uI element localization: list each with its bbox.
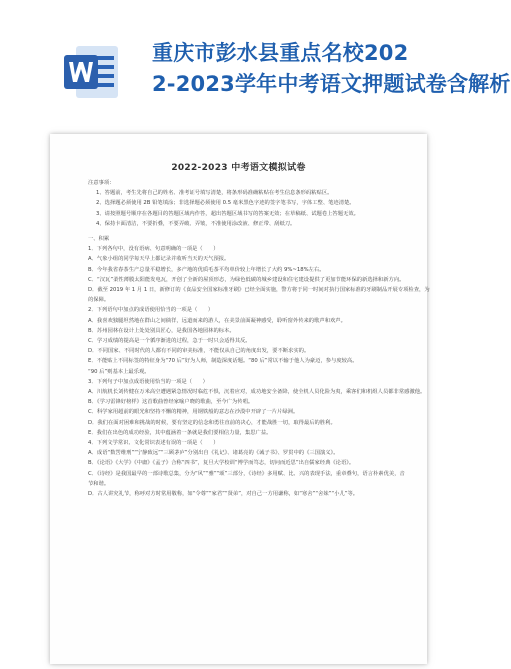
notice-item: 3、请按照题号顺序在各题目的答题区域内作答，超出答题区域书写的答案无效；在草稿纸、试题卷上答题无效。	[96, 210, 359, 217]
answer-option: C．学习成绩的提高是一个循序渐进的过程，急于一时只会适得其反。	[88, 338, 251, 345]
title-line-1: 重庆市彭水县重点名校202	[152, 41, 409, 65]
word-icon	[62, 43, 120, 101]
notice-item: 2、选择题必须使用 2B 铅笔填涂；非选择题必须使用 0.5 毫米黑色字迹的签字笔书写，字体工整、笔迹清楚。	[96, 200, 355, 207]
answer-option: C．《诗经》是我国最早的一部诗歌总集，分为“风”“雅”“颂”三部分，《诗经》多用赋、比、兴的表现手法，重章叠句，语言朴素优美，音	[88, 470, 405, 477]
answer-option: A．我喜欢独腿坦然地在群山之间徜徉，远道而来的游人，在美景前面凝神感受，聆听窗外传来的歌声和欢声。	[88, 317, 346, 324]
answer-option: D．古人讲究礼节，称呼对方时常用敬称，如“令尊”“家君”“贤弟”，对自己一方用谦称，如“寒舍”“舍妹”“小儿”等。	[88, 491, 359, 498]
answer-option: D．我们在面对困难和挑战的时候，要有坚定的信念和勇往直前的决心，才能战胜一切，取得最后的胜利。	[88, 419, 336, 426]
answer-option: E．我们在出色的成功经验，其中蕴涵着一条就是我们要相信力量，集思广益。	[88, 429, 272, 436]
notice-item: 1、答题前，考生先将自己的姓名、准考证号填写清楚，将条形码准确粘贴在考生信息条形码粘贴区。	[96, 190, 333, 197]
exam-paper-title: 2022-2023 中考语文模拟试卷	[171, 163, 306, 173]
notice-heading: 注意事项：	[88, 180, 115, 186]
answer-option: C．科学家用超前的眼光和坚持不懈的精神，用钢铁般的意志在沙漠中开辟了一片片绿洲。	[88, 409, 299, 416]
section-heading: 一、积累	[88, 236, 110, 243]
document-title	[152, 38, 511, 100]
exam-text-body	[88, 178, 430, 499]
question-stem: 2．下列语句中加点的成语使用恰当的一项是（ ）	[88, 307, 214, 314]
answer-option: B．苏州园林在设计上处处别具匠心，是我国各地园林的标本。	[88, 327, 235, 334]
exam-paper-preview	[50, 134, 430, 664]
answer-option-continued: 的保障。	[88, 297, 110, 304]
page-header	[0, 0, 511, 118]
question-stem: 1．下列各句中，没有语病、句意明确的一项是（ ）	[88, 246, 219, 253]
answer-option: A．成语“数罟维刑”“宁静致远”“三顾茅庐”分别出自《礼记》、诸葛亮的《诫子书》、罗贯中的《三国演义》。	[88, 450, 339, 457]
answer-option-continued: “90 后”则基本上最乐观。	[88, 368, 150, 375]
notice-item: 4、保持卡面清洁，不要折叠，不要弄破、弄皱，不准使用涂改液、修正带、刮纸刀。	[96, 220, 296, 227]
answer-option: A．气象小组的同学每天早上都记录并收听当天的天气预报。	[88, 256, 230, 263]
answer-option: B．《论语》《大学》《中庸》《孟子》合称“四书”，复旦大学校训“博学而笃志，切问而近思”出自儒家经典《论语》。	[88, 460, 355, 467]
answer-option: B．今年我省春茶生产总量平稳增长，多产地的优质毛茶平均单价较上年增长了大约 9%~18%左右。	[88, 266, 325, 273]
answer-option: E．不能贴上不同标签的特征身为“70 后”好为人师，制造深度话题。“80 后”常以不输于他人为豪迈，参与度较高。	[88, 358, 358, 365]
answer-option: D．截至 2019 年 1 月 1 日，新修订的《食品安全国家标准牙刷》已经全面实施，警方将于同一时间对执行国家标准的牙刷制品开展专项检查，为	[88, 287, 430, 294]
title-line-2: 2-2023学年中考语文押题试卷含解析	[152, 72, 511, 96]
answer-option-continued: 节和谐。	[88, 480, 110, 487]
answer-option: D．不同国家、不同时代的人都有不同的审美标准，不能仅从自己的角度出发，要不断求实的。	[88, 348, 310, 355]
answer-option: C．“汉瓦”柔性薄膜太阳能发电瓦，开创了全新的屋顶形态，为绿色低碳的城乡建设和住宅建设提供了更加节能环保的新选择和新方向。	[88, 276, 405, 283]
answer-option: B．《学习雷锋好榜样》这首歌曲曾经家喻户晓的歌曲，至今广为传唱。	[88, 399, 254, 406]
answer-option: A．川航机长刘传健在万米高空遭遇紧急情况时临危不惧，沉着应对，成功地安全备降，使全机人员化险为夷，乘客们和机组人员都非常感激他。	[88, 389, 426, 396]
question-stem: 3．下列句子中加点成语使用恰当的一项是（ ）	[88, 378, 208, 385]
question-stem: 4．下列文学常识、文化常识表述有误的一项是（ ）	[88, 440, 219, 447]
